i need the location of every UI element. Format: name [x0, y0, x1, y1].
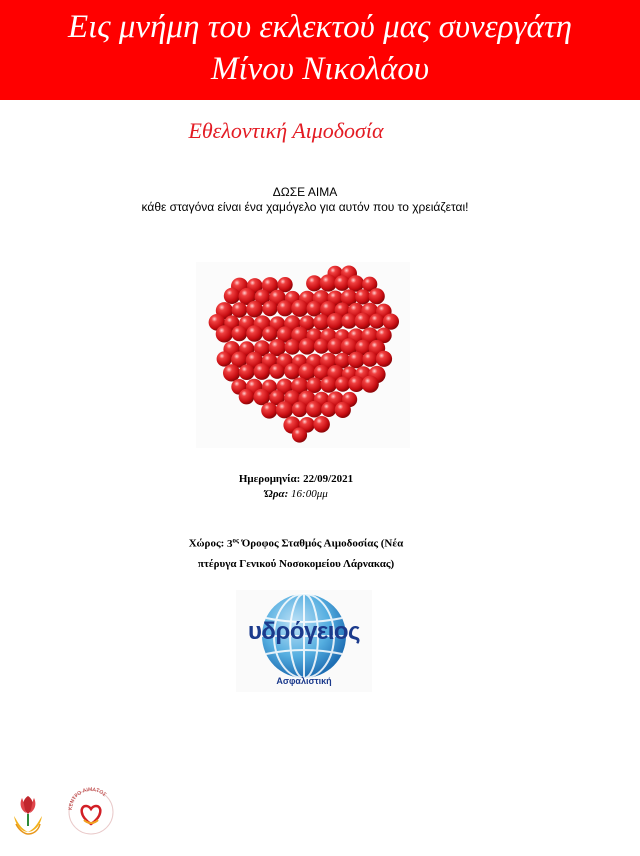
- header-title-line2: Μίνου Νικολάου: [211, 51, 429, 87]
- blood-centre-heart-icon: [64, 780, 118, 842]
- time-label: Ώρα:: [264, 488, 289, 500]
- blood-drop: [348, 352, 365, 369]
- blood-drop: [254, 363, 271, 380]
- blood-drop: [217, 351, 232, 366]
- blood-drop: [313, 416, 330, 433]
- blood-drop: [284, 363, 300, 379]
- blood-drop: [369, 288, 385, 304]
- sponsor-tagline: Ασφαλιστική: [276, 676, 332, 686]
- time-value: 16:00μμ: [291, 488, 328, 500]
- sponsor-logo: [236, 590, 372, 692]
- blood-drop: [307, 377, 323, 393]
- venue-label: Χώρος:: [188, 537, 225, 550]
- sponsor-name: υδρόγειος: [247, 618, 361, 645]
- blood-centre-logo: [64, 780, 118, 847]
- blood-centre-text: ΚΕΝΤΡΟ ΑΙΜΑΤΟΣ: [67, 786, 108, 811]
- tulip-hands-icon: [10, 790, 46, 838]
- blood-drop: [224, 288, 240, 304]
- blood-drop: [292, 402, 308, 418]
- blood-drop: [348, 275, 365, 292]
- blood-drop: [277, 300, 293, 316]
- blood-drop: [355, 289, 370, 304]
- header-title-line1: Εις μνήμη του εκλεκτού μας συνεργάτη: [67, 9, 573, 45]
- blood-drop: [239, 389, 255, 405]
- blood-drop: [232, 302, 248, 318]
- date-label: Ημερομηνία:: [238, 473, 301, 485]
- venue-line1-text: Όροφος Σταθμός Αιμοδοσίας (Νέα: [241, 537, 404, 550]
- venue-floor: $3^{o\varsigma}$: [227, 536, 239, 550]
- blood-drop: [239, 364, 255, 380]
- event-venue: [0, 530, 592, 574]
- blood-drop: [362, 352, 377, 367]
- event-details: [0, 472, 592, 502]
- event-time: [0, 487, 592, 502]
- tulip-hands-logo: [10, 790, 46, 843]
- blood-drop: [216, 325, 233, 342]
- message-heading: ΔΩΣΕ ΑΙΜΑ: [272, 185, 338, 199]
- blood-drop: [262, 301, 277, 316]
- heart-of-drops-image: [196, 262, 410, 448]
- blood-drop: [320, 376, 337, 393]
- blood-drop: [270, 364, 285, 379]
- blood-drop: [383, 314, 399, 330]
- blood-drop: [285, 339, 301, 355]
- event-date: [0, 472, 592, 487]
- donation-message: [0, 185, 610, 215]
- venue-line1: [0, 530, 592, 554]
- message-text: κάθε σταγόνα είναι ένα χαμόγελο για αυτόν που το χρειάζεται!: [141, 200, 469, 214]
- blood-drop: [321, 402, 336, 417]
- blood-drop: [262, 326, 277, 341]
- blood-drop: [291, 300, 308, 317]
- blood-drop: [246, 301, 263, 318]
- blood-drop: [376, 351, 392, 367]
- blood-drop: [276, 401, 293, 418]
- header-banner: [0, 0, 640, 100]
- blood-drop: [292, 427, 307, 442]
- blood-drop: [362, 376, 379, 393]
- page-subtitle: Εθελοντική Αιμοδοσία: [188, 118, 384, 143]
- blood-drop: [369, 314, 384, 329]
- blood-drop: [335, 402, 351, 418]
- blood-drop: [307, 301, 323, 317]
- blood-drop: [232, 326, 248, 342]
- venue-line2: πτέρυγα Γενικού Νοσοκομείου Λάρνακας): [197, 557, 395, 570]
- blood-drop: [246, 325, 263, 342]
- blood-drop: [314, 339, 329, 354]
- blood-drop: [223, 364, 240, 381]
- date-value: 22/09/2021: [303, 473, 354, 485]
- blood-drop: [335, 377, 350, 392]
- heart-drops-icon: [196, 262, 410, 448]
- blood-drop: [261, 402, 277, 418]
- blood-drop: [355, 313, 372, 330]
- blood-drop: [299, 338, 316, 355]
- blood-drop: [306, 401, 323, 418]
